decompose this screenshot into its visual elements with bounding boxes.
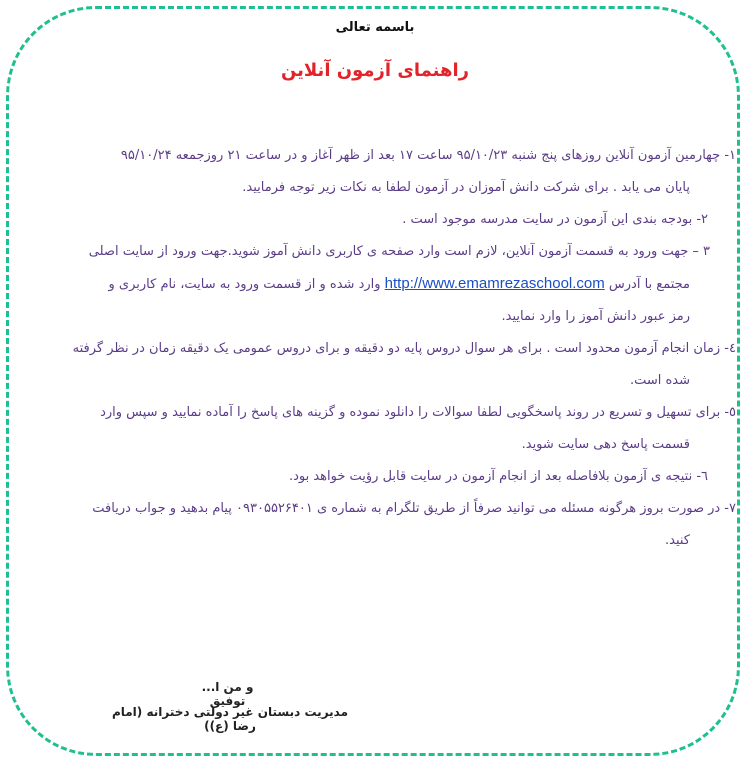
instruction-7-line-2: کنید. xyxy=(665,533,690,548)
instruction-4-line-1: ٤- زمان انجام آزمون محدود است . برای هر سوال دروس پایه دو دقیقه و برای دروس عمومی یک دقیقه زمان در نظر گرفته xyxy=(72,341,736,356)
instruction-3-line-2 xyxy=(12,268,710,301)
signature-line: مدیریت دبستان غیر دولتی دخترانه (امام رضا (ع)) xyxy=(111,705,349,733)
instruction-item-1 xyxy=(12,140,736,204)
instruction-1-line-2: پایان می یابد . برای شرکت دانش آموزان در آزمون لطفا به نکات زیر توجه فرمایید. xyxy=(242,180,690,195)
instruction-item-2 xyxy=(12,204,736,236)
page-heading: باسمه تعالی xyxy=(335,20,415,35)
instruction-7-line-1: ۷- در صورت بروز هرگونه مسئله می توانید صرفاً از طریق تلگرام به شماره ی ۰۹۳۰۵۵۲۶۴۰۱ پیام بدهید و جواب دریافت xyxy=(92,501,736,516)
page-title: راهنمای آزمون آنلاین xyxy=(280,60,470,81)
closing-phrase: و من ا... توفیق xyxy=(201,680,254,708)
instruction-5-line-1: ٥- برای تسهیل و تسریع در روند پاسخگویی لطفا سوالات را دانلود نموده و گزینه های پاسخ را آماده نمایید و سپس وارد xyxy=(100,405,736,420)
instruction-item-6 xyxy=(12,461,736,493)
instruction-4-line-2: شده است. xyxy=(629,373,690,388)
instruction-item-7 xyxy=(12,493,736,557)
instruction-6-line-1: ٦- نتیجه ی آزمون بلافاصله بعد از انجام آزمون در سایت قابل رؤیت خواهد بود. xyxy=(288,469,708,484)
instruction-1-line-1: ۱- چهارمین آزمون آنلاین روزهای پنج شنبه ۹۵/۱۰/۲۳ ساعت ۱۷ بعد از ظهر آغاز و در ساعت ۲۱ روزجمعه ۹۵/۱۰/۲۴ xyxy=(120,148,736,163)
instruction-3-address-tail: وارد شده و از قسمت ورود به سایت، نام کاربری و xyxy=(108,277,381,292)
instruction-item-3 xyxy=(12,236,736,333)
instruction-5-line-2: قسمت پاسخ دهی سایت شوید. xyxy=(521,437,690,452)
instruction-3-line-1: ۳ – جهت ورود به قسمت آزمون آنلاین، لازم است وارد صفحه ی کاربری دانش آموز شوید.جهت ورود از سایت اصلی xyxy=(88,244,710,259)
instruction-2-line-1: ۲- بودجه بندی این آزمون در سایت مدرسه موجود است . xyxy=(402,212,708,227)
instruction-item-5 xyxy=(12,397,736,461)
instruction-3-address-label: مجتمع با آدرس xyxy=(608,277,690,292)
instruction-item-4 xyxy=(12,333,736,397)
instructions-list xyxy=(12,140,736,557)
instruction-3-line-3: رمز عبور دانش آموز را وارد نمایید. xyxy=(501,309,690,324)
school-website-link[interactable]: http://www.emamrezaschool.com xyxy=(384,275,605,292)
